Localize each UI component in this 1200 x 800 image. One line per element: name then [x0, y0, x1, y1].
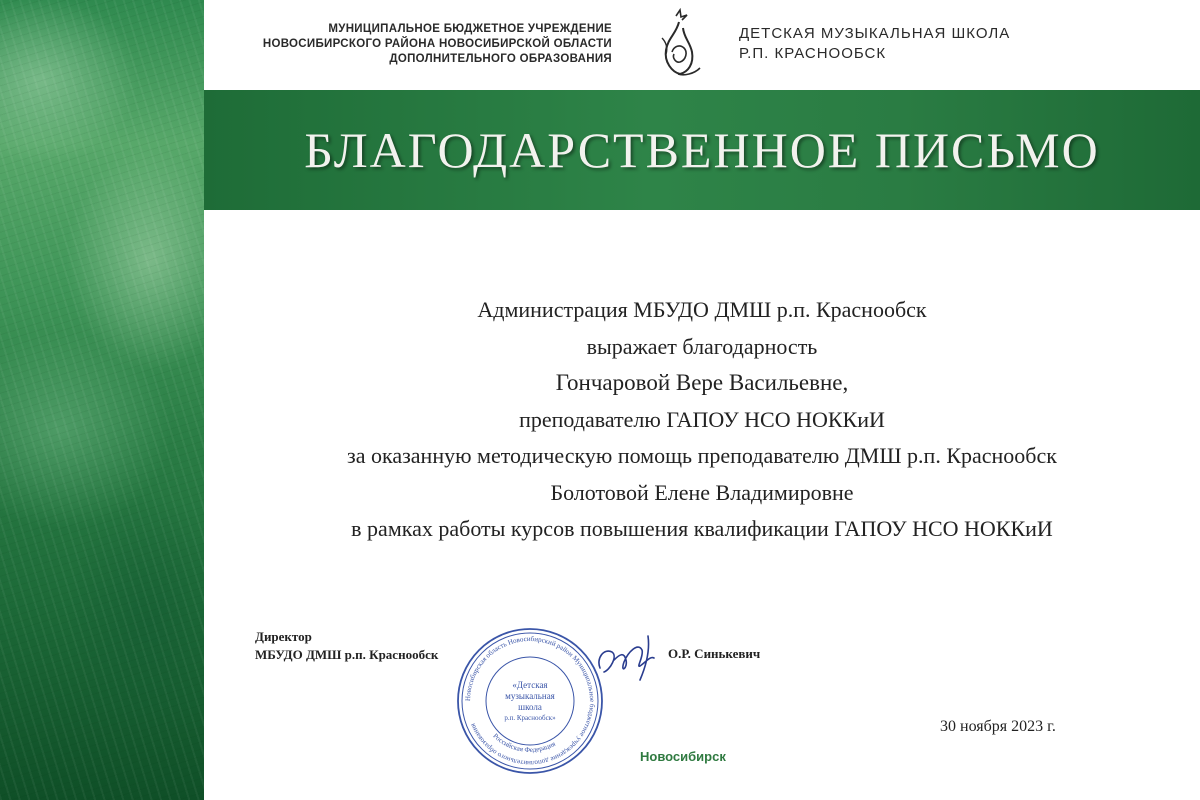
recipient-name: Гончаровой Вере Васильевне,: [555, 370, 849, 395]
seal-inner-line-1: «Детская: [512, 680, 548, 690]
body-line-2: выражает благодарность: [586, 333, 818, 359]
seal-bottom-text: Российская Федерация: [491, 731, 557, 755]
title-banner: [204, 90, 1200, 210]
issue-city: Новосибирск: [640, 749, 726, 764]
position-line-1: Директор: [255, 629, 312, 644]
body-line-4: преподавателю ГАПОУ НСО НОККиИ: [519, 406, 885, 432]
body-line-1: Администрация МБУДО ДМШ р.п. Краснообск: [477, 297, 927, 322]
seal-inner-line-4: р.п. Краснообск»: [504, 714, 556, 722]
body-line-6: Болотовой Елене Владимировне: [550, 479, 854, 505]
handwritten-signature: [590, 630, 670, 685]
seal-outer-text: Новосибирская область Новосибирский район Муниципальное бюджетное учреждение дополнительного образования: [463, 634, 597, 768]
position-line-2: МБУДО ДМШ р.п. Краснообск: [255, 647, 439, 662]
official-seal: [455, 626, 605, 776]
document-title: БЛАГОДАРСТВЕННОЕ ПИСЬМО: [304, 122, 1100, 178]
org-line-3: ДОПОЛНИТЕЛЬНОГО ОБРАЗОВАНИЯ: [389, 53, 612, 65]
music-school-logo-icon: [654, 8, 704, 80]
body-line-5: за оказанную методическую помощь преподавателю ДМШ р.п. Краснообск: [347, 443, 1057, 468]
decorative-left-panel: [0, 0, 204, 800]
body-line-7: в рамках работы курсов повышения квалификации ГАПОУ НСО НОККиИ: [351, 516, 1053, 541]
seal-inner-line-3: школа: [518, 702, 542, 712]
signatory-position: [255, 628, 438, 664]
school-name: [739, 24, 1010, 64]
org-line-2: НОВОСИБИРСКОГО РАЙОНА НОВОСИБИРСКОЙ ОБЛАСТИ: [262, 38, 612, 50]
signatory-name: О.Р. Синькевич: [668, 646, 761, 661]
letterhead: [204, 0, 1200, 90]
org-line-1: МУНИЦИПАЛЬНОЕ БЮДЖЕТНОЕ УЧРЕЖДЕНИЕ: [328, 23, 612, 35]
issue-date: 30 ноября 2023 г.: [940, 718, 1056, 735]
organization-name: [263, 22, 612, 67]
seal-inner-line-2: музыкальная: [505, 691, 555, 701]
school-line-2: Р.П. КРАСНООБСК: [739, 45, 887, 62]
panel-texture: [0, 0, 204, 800]
letter-body: [204, 292, 1200, 548]
school-line-1: ДЕТСКАЯ МУЗЫКАЛЬНАЯ ШКОЛА: [739, 25, 1011, 42]
